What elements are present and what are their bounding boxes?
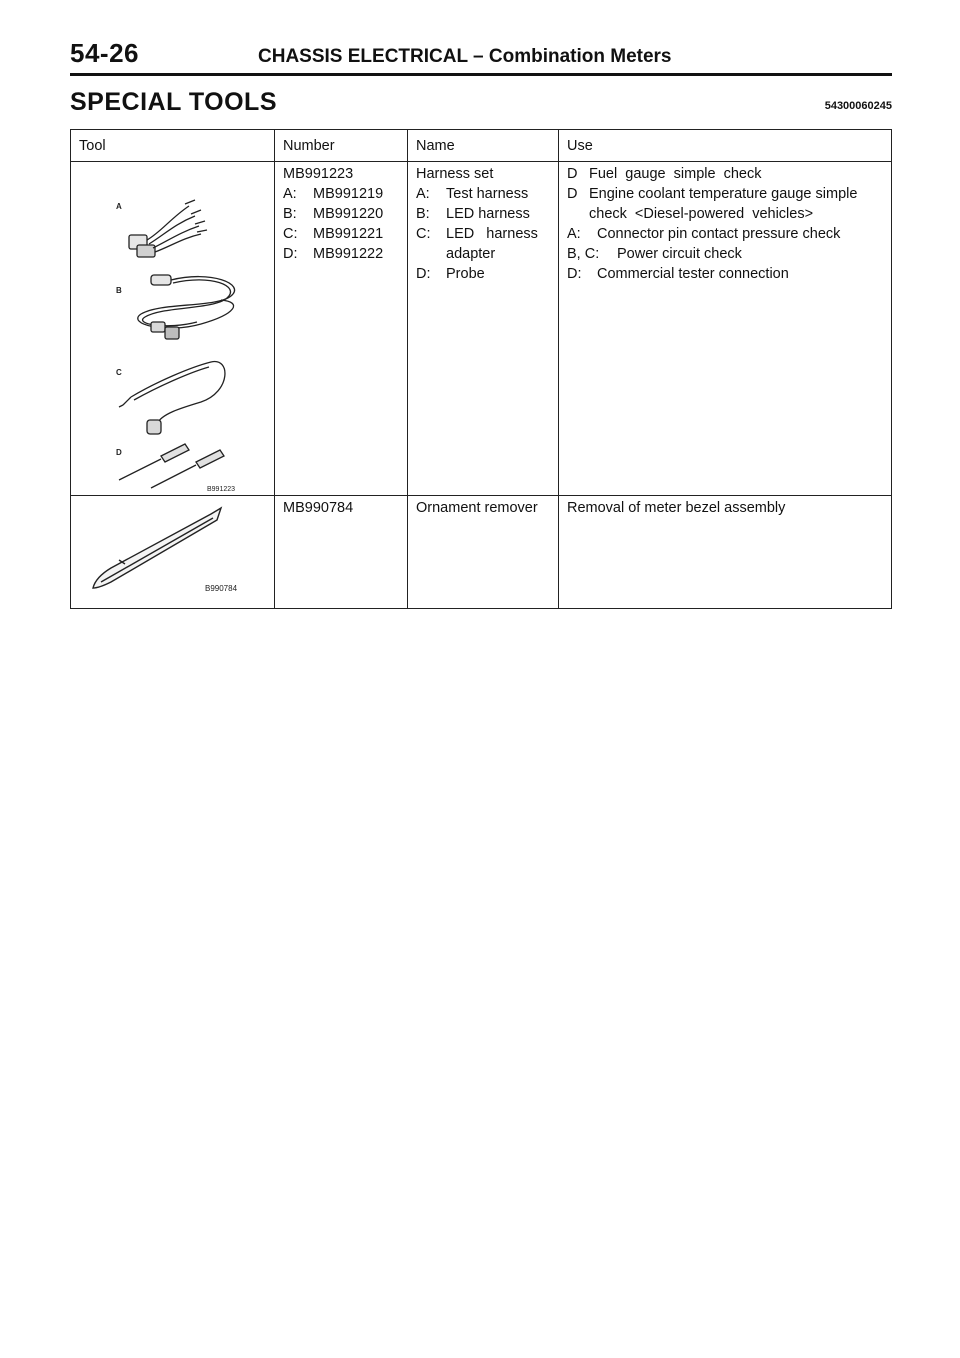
part-label-c: C bbox=[116, 368, 122, 377]
use-item-label: D: bbox=[567, 266, 582, 282]
page-number: 54-26 bbox=[70, 38, 139, 68]
part-label-d: D bbox=[116, 448, 122, 457]
name-item bbox=[416, 224, 552, 244]
table-header-row bbox=[71, 130, 892, 162]
tool-image-code: B991223 bbox=[207, 486, 236, 493]
tool-image-cell bbox=[71, 162, 275, 496]
led-harness-drawing bbox=[138, 275, 235, 339]
use-item bbox=[567, 224, 885, 244]
name-item-label: A: bbox=[416, 186, 430, 202]
subsection-name: Combination Meters bbox=[488, 46, 672, 67]
page-header bbox=[70, 38, 892, 74]
use-item-text: Power circuit check bbox=[617, 246, 742, 262]
name-item-value: Test harness bbox=[446, 186, 529, 202]
tool-name: Harness set bbox=[416, 166, 494, 182]
use-bullet bbox=[567, 184, 885, 204]
ornament-remover-illustration bbox=[71, 496, 266, 608]
special-tools-table bbox=[70, 129, 892, 609]
name-item bbox=[416, 184, 552, 204]
col-header-use: Use bbox=[559, 130, 892, 162]
use-item-text: Commercial tester connection bbox=[597, 266, 789, 282]
use-bullet-text: Engine coolant temperature gauge simple bbox=[589, 186, 858, 202]
name-item-label: B: bbox=[416, 206, 430, 222]
table-row bbox=[71, 162, 892, 496]
name-item-value: LED harness bbox=[446, 226, 538, 242]
tool-number-cell bbox=[275, 162, 408, 496]
number-item bbox=[283, 184, 401, 204]
probe-drawing bbox=[119, 444, 224, 488]
tool-name: Ornament remover bbox=[416, 500, 538, 516]
use-bullet bbox=[567, 164, 885, 184]
page-heading: SPECIAL TOOLS bbox=[70, 88, 278, 116]
number-item-value: MB991219 bbox=[313, 186, 384, 202]
tool-name-cell bbox=[408, 496, 559, 609]
tool-use: Removal of meter bezel assembly bbox=[567, 500, 786, 516]
tool-use-cell bbox=[559, 162, 892, 496]
bullet-marker: D bbox=[567, 186, 578, 202]
part-label-b: B bbox=[116, 286, 122, 295]
number-item bbox=[283, 224, 401, 244]
use-item-label: B, C: bbox=[567, 246, 600, 262]
use-bullet-text: Fuel gauge simple check bbox=[589, 166, 762, 182]
tool-name-cell bbox=[408, 162, 559, 496]
name-item bbox=[416, 264, 552, 284]
number-item-value: MB991220 bbox=[313, 206, 384, 222]
part-label-a: A bbox=[116, 202, 122, 211]
number-item-label: D: bbox=[283, 246, 298, 262]
header-rule bbox=[70, 73, 892, 76]
section-name: CHASSIS ELECTRICAL bbox=[258, 46, 468, 67]
use-bullet-continuation: check <Diesel-powered vehicles> bbox=[589, 206, 814, 222]
tool-number-cell bbox=[275, 496, 408, 609]
test-harness-drawing bbox=[129, 200, 207, 257]
ornament-remover-drawing bbox=[93, 508, 221, 588]
number-item-label: C: bbox=[283, 226, 298, 242]
name-item-value: LED harness bbox=[446, 206, 530, 222]
number-item bbox=[283, 244, 401, 264]
tool-number: MB991223 bbox=[283, 166, 354, 182]
harness-adapter-drawing bbox=[119, 362, 225, 434]
tool-use-cell bbox=[559, 496, 892, 609]
name-item-value: Probe bbox=[446, 266, 485, 282]
number-item-label: A: bbox=[283, 186, 297, 202]
name-item bbox=[416, 204, 552, 224]
number-item-value: MB991221 bbox=[313, 226, 384, 242]
harness-set-illustration bbox=[71, 162, 266, 495]
use-item-text: Connector pin contact pressure check bbox=[597, 226, 841, 242]
title-separator: – bbox=[473, 46, 484, 67]
number-item-value: MB991222 bbox=[313, 246, 384, 262]
number-item bbox=[283, 204, 401, 224]
col-header-name: Name bbox=[408, 130, 559, 162]
tool-number: MB990784 bbox=[283, 500, 354, 516]
use-item bbox=[567, 264, 885, 284]
col-header-number: Number bbox=[275, 130, 408, 162]
name-item-label: C: bbox=[416, 226, 431, 242]
name-item-label: D: bbox=[416, 266, 431, 282]
tool-image-cell bbox=[71, 496, 275, 609]
name-item-continuation: adapter bbox=[446, 246, 496, 262]
document-code: 54300060245 bbox=[824, 100, 892, 112]
col-header-tool: Tool bbox=[71, 130, 275, 162]
table-row bbox=[71, 496, 892, 609]
bullet-marker: D bbox=[567, 166, 578, 182]
use-item-label: A: bbox=[567, 226, 581, 242]
use-item bbox=[567, 244, 885, 264]
section-title bbox=[258, 46, 672, 68]
number-item-label: B: bbox=[283, 206, 297, 222]
tool-image-code: B990784 bbox=[205, 584, 238, 593]
